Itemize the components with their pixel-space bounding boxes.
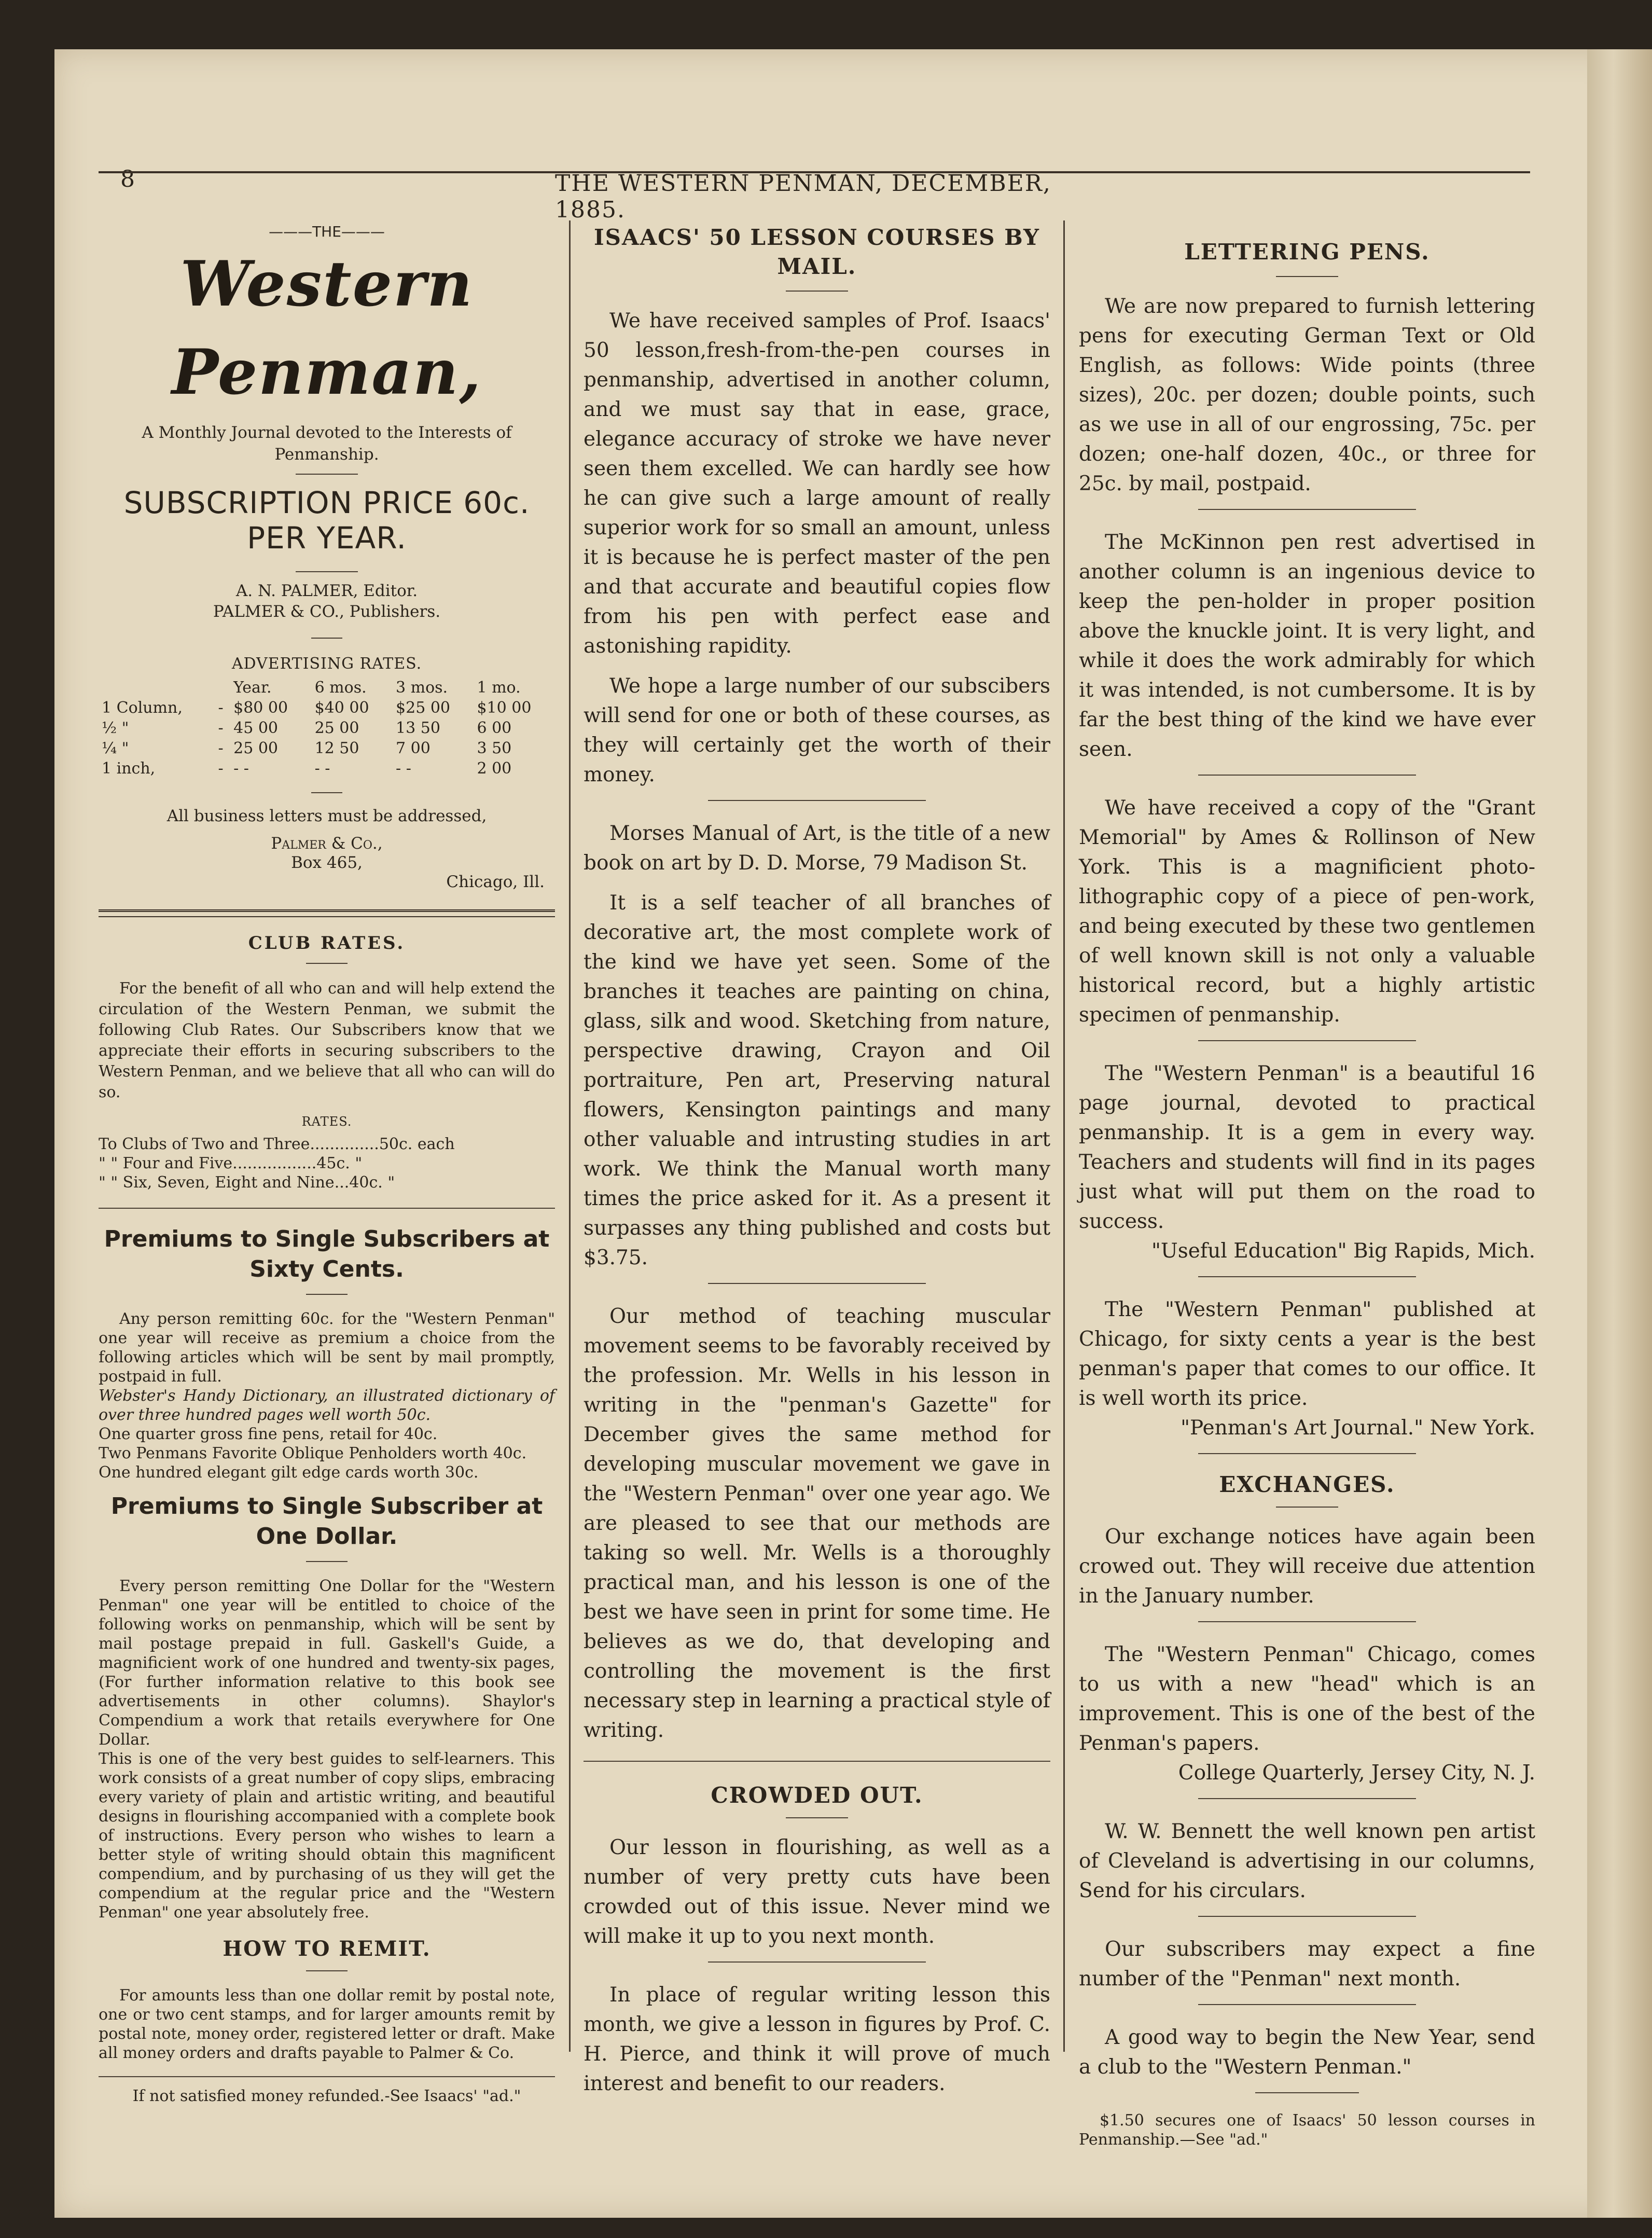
- divider: [1198, 1276, 1416, 1277]
- address-city: Chicago, Ill.: [446, 873, 545, 891]
- table-cell: -: [218, 759, 224, 778]
- table-header-cell: 3 mos.: [396, 679, 448, 697]
- club-rate-line: " " Four and Five.................45c. ": [99, 1154, 363, 1172]
- divider: [296, 474, 358, 475]
- column-right: [1079, 223, 1535, 2149]
- method-paragraph: Our method of teaching muscular movement seems to be favorably received by the profession. Mr. Wells in his lesson in writing in the "penman's Gazette" for December gives the same method for developing muscular movement we gave in the "Western Penman" over one year ago. We are pleased to see that our methods are taking so well. Mr. Wells is a thoroughly practical man, and his lesson is one of the best we have seen in print for some time. He believes as we do, that developing and controlling the movement is the first necessary step in learning a practical style of writing.: [584, 1305, 1050, 1742]
- divider: [708, 1961, 926, 1963]
- table-row: [99, 758, 555, 779]
- divider: [1198, 509, 1416, 510]
- table-header-cell: Year.: [233, 679, 272, 697]
- divider: [1198, 775, 1416, 776]
- divider: [1198, 1798, 1416, 1799]
- crowded-paragraph: In place of regular writing lesson this month, we give a lesson in figures by Prof. C. H. Pierce, and think it will prove of much interest and benefit to our readers.: [584, 1983, 1050, 2095]
- page-spine: [1587, 49, 1652, 2218]
- crowded-paragraph: Our lesson in flourishing, as well as a number of very pretty cuts have been crowded out of this issue. Never mind we will make it up to you next month.: [584, 1836, 1050, 1948]
- column-middle: [584, 223, 1050, 2109]
- divider: [1198, 1916, 1416, 1917]
- premiums-sixty-line: Two Penmans Favorite Oblique Penholders worth 40c.: [99, 1444, 527, 1462]
- exchanges-heading: EXCHANGES.: [1219, 1472, 1395, 1497]
- table-header-cell: [99, 678, 215, 698]
- table-cell: $40 00: [314, 699, 369, 717]
- club-rate-line: " " Six, Seven, Eight and Nine...40c. ": [99, 1173, 395, 1192]
- table-cell: - -: [233, 759, 249, 778]
- divider: [1198, 1040, 1416, 1041]
- address-name: Palmer & Co.,: [271, 834, 383, 853]
- table-header-cell: 1 mo.: [477, 679, 521, 697]
- divider: [1198, 2004, 1416, 2005]
- exchanges-paragraph: Our exchange notices have again been crowed out. They will receive due attention in the January number.: [1079, 1525, 1535, 1608]
- divider: [1276, 1507, 1338, 1508]
- table-cell: - -: [396, 759, 411, 778]
- lettering-paragraph: We have received a copy of the "Grant Memorial" by Ames & Rollinson of New York. This is a magnificient photo-lithographic copy of a piece of pen-work, and being executed by these two gentlemen of well known skill is not only a valuable historical record, but a highly artistic specimen of penmanship.: [1079, 796, 1535, 1027]
- quote-source: College Quarterly, Jersey City, N. J.: [1178, 1761, 1535, 1785]
- table-cell: 7 00: [396, 739, 431, 757]
- masthead-the: ———THE———: [269, 223, 385, 240]
- divider: [786, 291, 848, 292]
- morses-paragraph: Morses Manual of Art, is the title of a new book on art by D. D. Morse, 79 Madison St.: [584, 822, 1050, 875]
- isaacs-paragraph: We have received samples of Prof. Isaacs' 50 lesson,fresh-from-the-pen courses in penmanship, advertised in another column, and we must say that in ease, grace, elegance accuracy of stroke we have never seen them excelled. We can hardly see how he can give such a large amount of really superior work for so small an amount, unless it is because he is perfect master of the pen and that accurate and beautiful copies flow from his pen with perfect ease and astonishing rapidity.: [584, 309, 1050, 658]
- table-cell: 25 00: [314, 719, 359, 737]
- crowded-heading: CROWDED OUT.: [711, 1783, 923, 1808]
- table-cell: 3 50: [477, 739, 512, 757]
- lettering-paragraph: The "Western Penman" is a beautiful 16 page journal, devoted to practical penmanship. It is a gem in every way. Teachers and students will find in its pages just what will put them on the road to success.: [1079, 1062, 1535, 1233]
- table-cell: -: [218, 739, 224, 757]
- page-number: 8: [120, 166, 135, 192]
- column-rule-2: [1063, 220, 1065, 2052]
- table-cell: 6 00: [477, 719, 512, 737]
- divider: [306, 1561, 348, 1562]
- table-header-cell: 6 mos.: [314, 679, 367, 697]
- divider: [1198, 1621, 1416, 1622]
- table-cell: 13 50: [396, 719, 440, 737]
- how-to-remit-heading: HOW TO REMIT.: [223, 1937, 431, 1961]
- table-cell: - -: [314, 759, 330, 778]
- table-cell: -: [218, 699, 224, 717]
- editor-line: A. N. PALMER, Editor.: [235, 582, 418, 600]
- table-cell: 12 50: [314, 739, 359, 757]
- quote-source: "Penman's Art Journal." New York.: [1181, 1416, 1535, 1440]
- exchanges-paragraph: W. W. Bennett the well known pen artist of Cleveland is advertising in our columns, Send for his circulars.: [1079, 1820, 1535, 1902]
- table-cell: ½ ": [102, 719, 129, 737]
- masthead-tagline: A Monthly Journal devoted to the Interests of Penmanship.: [142, 423, 512, 464]
- premiums-sixty-line: Any person remitting 60c. for the "Western Penman" one year will receive as premium a choice from the following articles which will be sent by mail promptly, postpaid in full.: [99, 1310, 555, 1386]
- header-rule: [99, 171, 1530, 173]
- table-cell: 25 00: [233, 739, 278, 757]
- address-line: All business letters must be addressed,: [166, 807, 487, 825]
- table-cell: 45 00: [233, 719, 278, 737]
- exchanges-paragraph: A good way to begin the New Year, send a club to the "Western Penman.": [1079, 2026, 1535, 2079]
- divider: [99, 1208, 555, 1209]
- how-to-remit-body: For amounts less than one dollar remit by postal note, one or two cent stamps, and for larger amounts remit by postal note, money order, registered letter or draft. Make all money orders and drafts payable to Palmer & Co.: [99, 1986, 555, 2062]
- divider: [296, 571, 358, 572]
- premiums-sixty-heading: Premiums to Single Subscribers at Sixty Cents.: [104, 1226, 550, 1282]
- table-cell: -: [218, 719, 224, 737]
- ad-rates-heading: ADVERTISING RATES.: [231, 655, 422, 673]
- lettering-paragraph: The McKinnon pen rest advertised in another column is an ingenious device to keep the pen-holder in proper position above the knuckle joint. It is very light, and while it does the work admirably for which it was intended, is not cumbersome. It is by far the best thing of the kind we have ever seen.: [1079, 531, 1535, 761]
- exchanges-paragraph: Our subscribers may expect a fine number of the "Penman" next month.: [1079, 1938, 1535, 1991]
- divider: [306, 1970, 348, 1971]
- column-rule-1: [569, 220, 571, 2052]
- divider: [311, 638, 342, 639]
- lettering-paragraph: We are now prepared to furnish lettering pens for executing German Text or Old English, as follows: Wide points (three sizes), 20c. per dozen; double points, such as we use in all of our engrossing, 75c. per dozen; one-half dozen, 40c., or three for 25c. by mail, postpaid.: [1079, 295, 1535, 495]
- ad-rates-table: [99, 678, 555, 779]
- table-cell: $10 00: [477, 699, 532, 717]
- divider: [584, 1761, 1050, 1762]
- table-cell: $25 00: [396, 699, 450, 717]
- isaacs-heading: ISAACS' 50 LESSON COURSES BY MAIL.: [594, 225, 1040, 279]
- refund-note: If not satisfied money refunded.-See Isaacs' "ad.": [132, 2087, 521, 2105]
- divider: [1276, 276, 1338, 277]
- table-cell: 2 00: [477, 759, 512, 778]
- table-header-cell: [215, 678, 231, 698]
- morses-paragraph: It is a self teacher of all branches of decorative art, the most complete work of the kind we have yet seen. Some of the branches it teaches are painting on china, glass, silk and wood. Sketching from nature, perspective drawing, Crayon and Oil portraiture, Pen art, Preserving natural flowers, Kensington paintings and many other valuable and intrusting studies in art work. We think the Manual worth many times the price asked for it. As a present it surpasses any thing published and costs but $3.75.: [584, 891, 1050, 1269]
- isaacs-price-note: $1.50 secures one of Isaacs' 50 lesson courses in Penmanship.—See "ad.": [1079, 2111, 1535, 2149]
- isaacs-paragraph: We hope a large number of our subscibers will send for one or both of these courses, as they will certainly get the worth of their money.: [584, 674, 1050, 786]
- club-rate-line: To Clubs of Two and Three..............50c. each: [99, 1135, 455, 1153]
- divider: [786, 1817, 848, 1818]
- address-box: Box 465,: [291, 853, 363, 872]
- table-header-row: [99, 678, 555, 698]
- table-cell: 1 inch,: [102, 759, 156, 778]
- lettering-heading: LETTERING PENS.: [1184, 239, 1430, 265]
- divider: [1255, 2092, 1359, 2093]
- premiums-sixty-line: One quarter gross fine pens, retail for 40c.: [99, 1425, 438, 1443]
- premiums-dollar-line: Every person remitting One Dollar for the "Western Penman" one year will be entitled to choice of the following works on penmanship, which will be sent by mail postage prepaid in full. Gaskell's Guide, a magnificient work of one hundred and twenty-six pages, (For further information relative to this book see advertisements in other columns). Shaylor's Compendium a work that retails everywhere for One Dollar.: [99, 1577, 555, 1749]
- table-row: [99, 718, 555, 738]
- divider: [1198, 1453, 1416, 1454]
- table-cell: ¼ ": [102, 739, 129, 757]
- club-rates-heading: CLUB RATES.: [248, 933, 406, 954]
- table-row: [99, 698, 555, 718]
- divider: [99, 2076, 555, 2077]
- running-head: THE WESTERN PENMAN, DECEMBER, 1885.: [555, 170, 1051, 223]
- divider: [311, 792, 342, 793]
- club-rates-subheading: RATES.: [301, 1114, 352, 1129]
- premiums-sixty-line: Webster's Handy Dictionary, an illustrated dictionary of over three hundred pages well worth 50c.: [99, 1387, 555, 1424]
- exchanges-paragraph: The "Western Penman" Chicago, comes to us with a new "head" which is an improvement. This is one of the best of the Penman's papers.: [1079, 1643, 1535, 1755]
- table-cell: 1 Column,: [102, 699, 183, 717]
- section-double-rule: [99, 909, 555, 917]
- quote-source: "Useful Education" Big Rapids, Mich.: [1151, 1239, 1535, 1263]
- premiums-sixty-line: One hundred elegant gilt edge cards worth 30c.: [99, 1463, 479, 1482]
- column-left: [99, 223, 555, 2106]
- club-rates-body: For the benefit of all who can and will help extend the circulation of the Western Penman, we submit the following Club Rates. Our Subscribers know that we appreciate their efforts in securing subscribers to the Western Penman, and we believe that all who can will do so.: [99, 979, 555, 1101]
- divider: [306, 963, 348, 964]
- table-cell: $80 00: [233, 699, 288, 717]
- masthead-title: Western Penman,: [171, 247, 482, 409]
- divider: [306, 1294, 348, 1295]
- divider: [708, 1283, 926, 1284]
- table-row: [99, 738, 555, 758]
- premiums-dollar-line: This is one of the very best guides to self-learners. This work consists of a great number of copy slips, embracing every variety of plain and artistic writing, and beautiful designs in flourishing accompanied with a complete book of instructions. Every person who wishes to learn a better style of writing should obtain this magnificent compendium, and by purchasing of us they will get the compendium at the regular price and the "Western Penman" one year absolutely free.: [99, 1750, 555, 1922]
- premiums-dollar-heading: Premiums to Single Subscriber at One Dollar.: [110, 1493, 543, 1550]
- divider: [708, 800, 926, 801]
- publishers-line: PALMER & CO., Publishers.: [213, 602, 441, 621]
- subscription-price: SUBSCRIPTION PRICE 60c. PER YEAR.: [123, 485, 530, 556]
- lettering-paragraph: The "Western Penman" published at Chicago, for sixty cents a year is the best penman's paper that comes to our office. It is well worth its price.: [1079, 1298, 1535, 1410]
